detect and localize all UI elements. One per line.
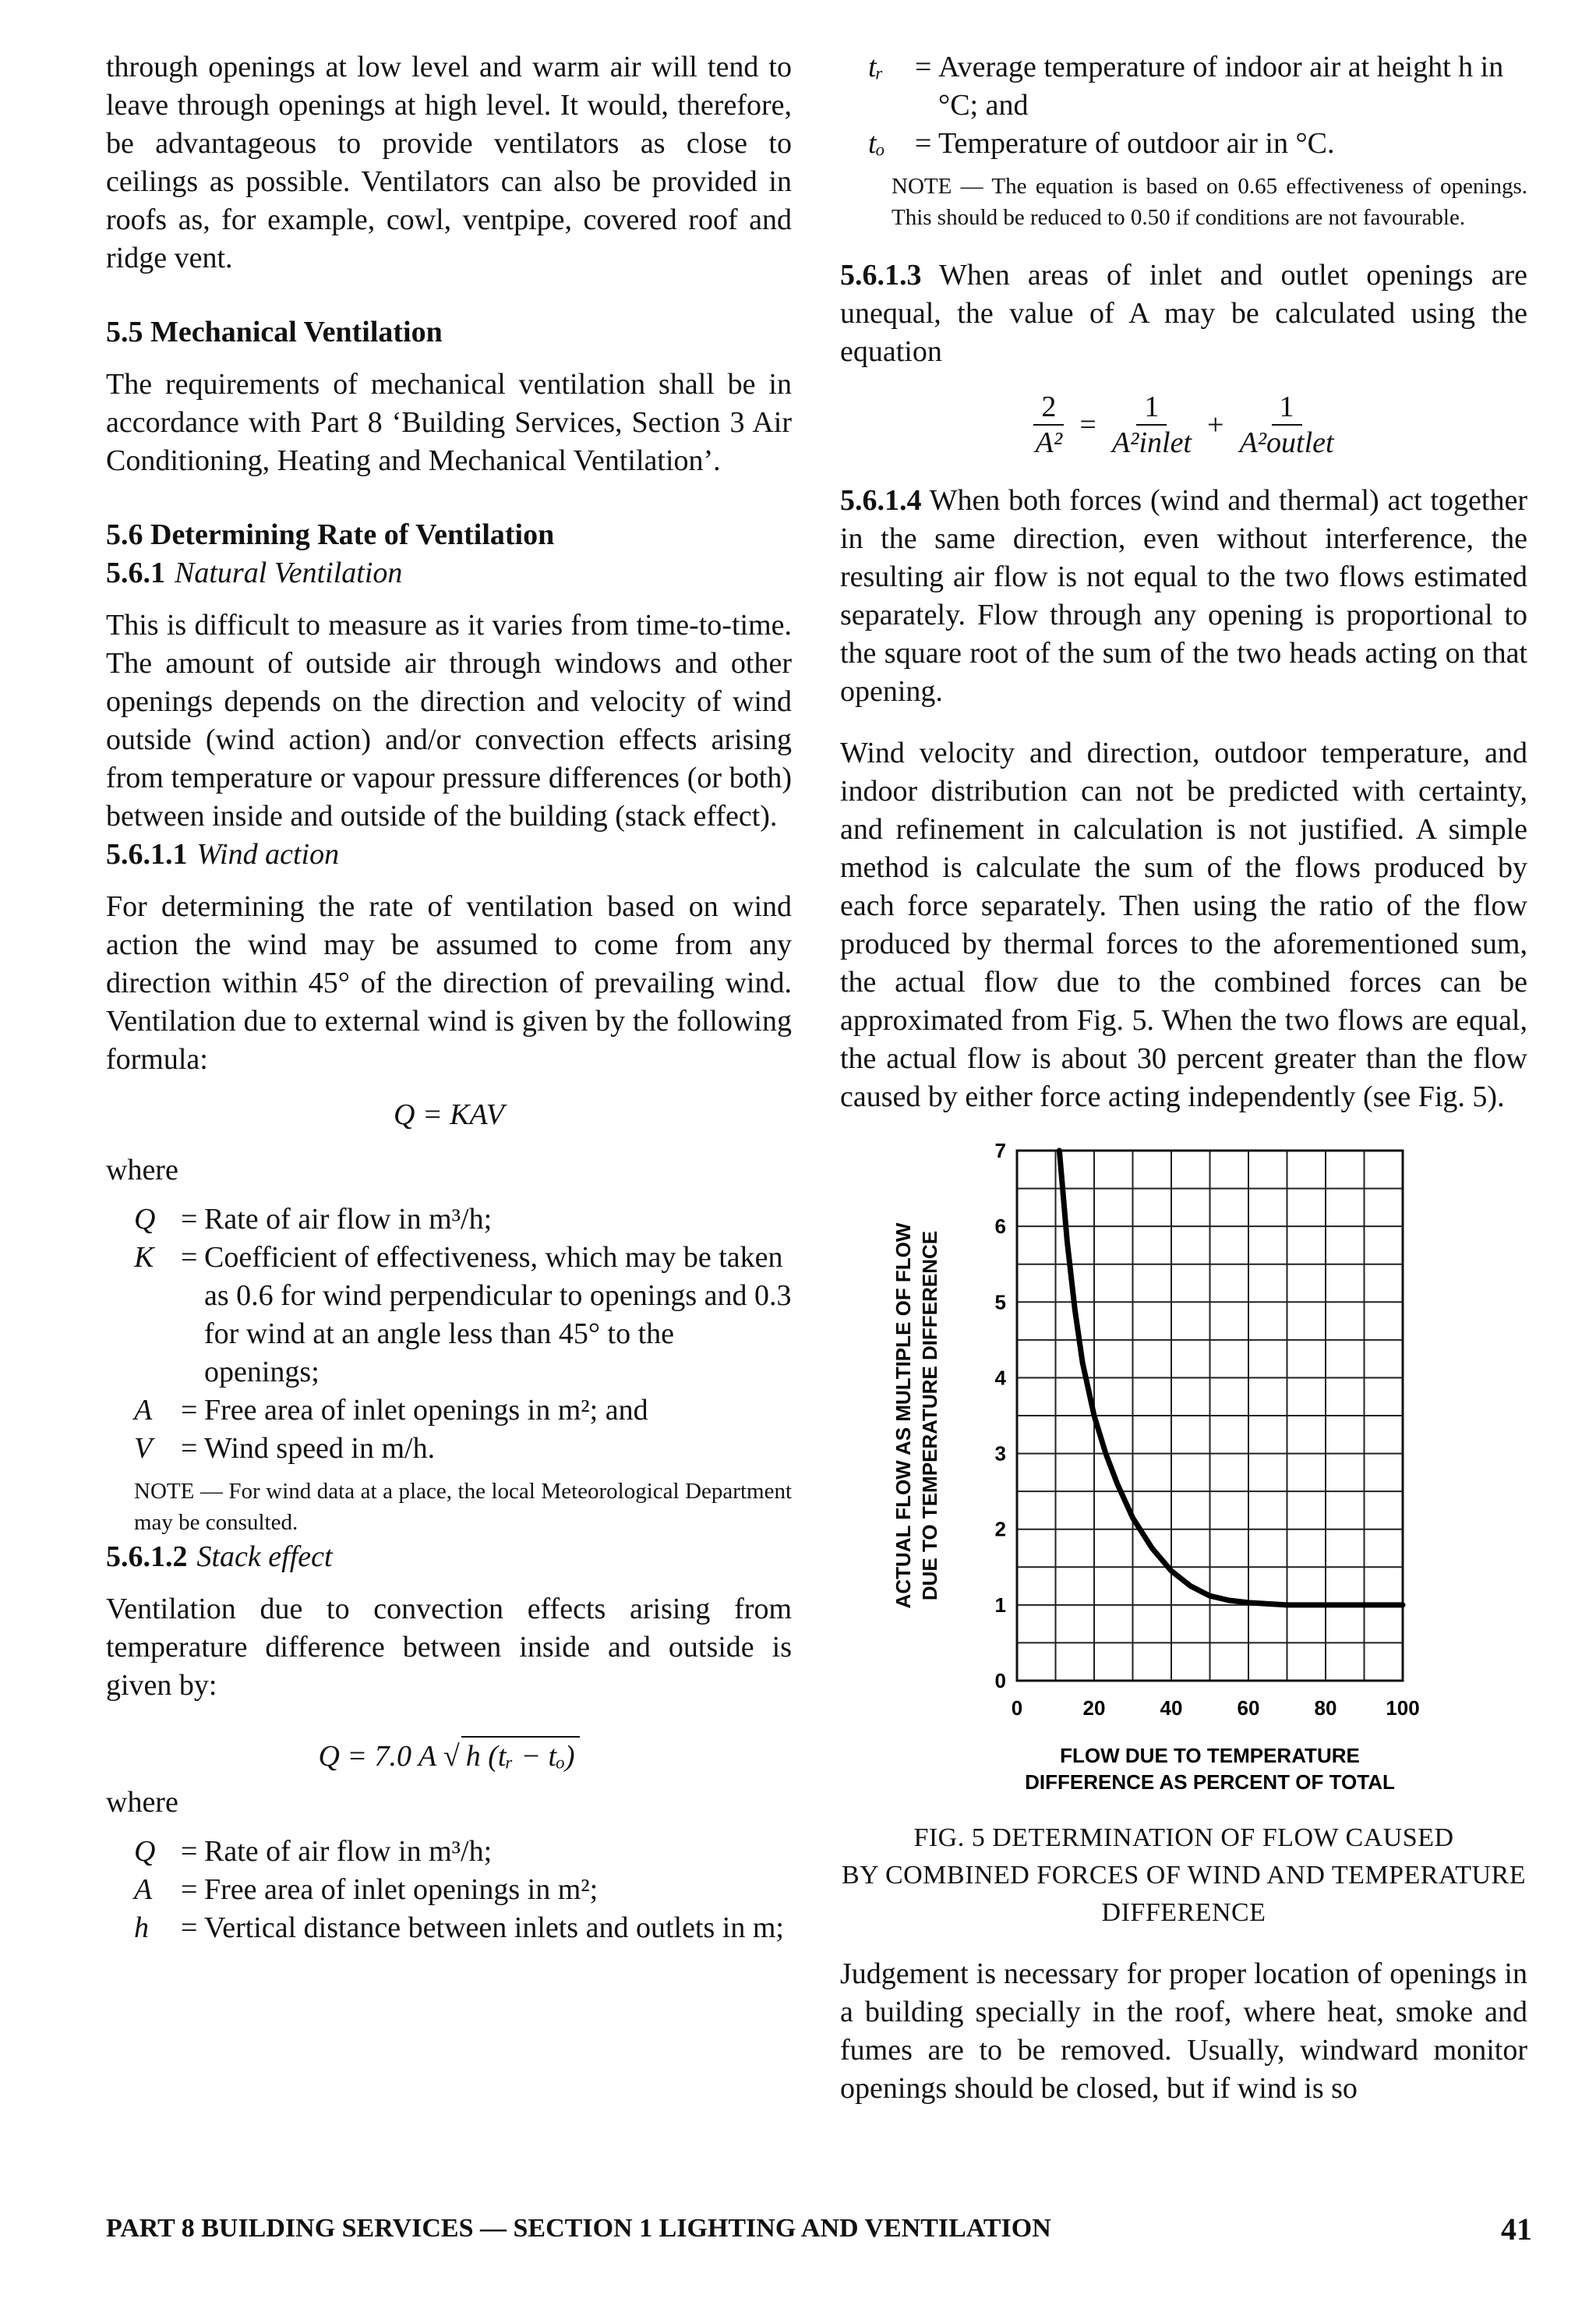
y-tick-label: 2 [994,1517,1006,1541]
where-label-1: where [106,1154,178,1186]
variable-row: tₒ = Temperature of outdoor air in °C. [868,127,1335,160]
note-equation-effectiveness: NOTE — The equation is based on 0.65 effectiveness of openings. This should be reduced to 0.50 if conditions are not favourable. [892,174,1527,230]
section-5-6-heading: 5.6 Determining Rate of Ventilation [106,518,555,551]
x-tick-label: 80 [1314,1696,1337,1720]
section-5-6-1-2-heading: 5.6.1.2 Stack effect [106,1540,333,1573]
left-column [106,48,792,1947]
section-5-6-1-1-heading: 5.6.1.1 Wind action [106,838,340,871]
section-5-6-1-1-text: For determining the rate of ventilation based on wind action the wind may be assumed to come from any direction within 45° of the direction of prevailing wind. Ventilation due to external wind is given by the following formula: [106,890,792,1076]
y-axis-label: DUE TO TEMPERATURE DIFFERENCE [918,1230,941,1601]
section-5-5-text: The requirements of mechanical ventilation shall be in accordance with Part 8 ‘Building Services, Section 3 Air Conditioning, Heating and Mechanical Ventilation’. [106,368,792,477]
right-column [840,48,1527,2108]
footer-text: PART 8 BUILDING SERVICES — SECTION 1 LIGHTING AND VENTILATION [106,2214,1051,2243]
variable-row: h = Vertical distance between inlets and outlets in m; [134,1911,784,1944]
wind-velocity-paragraph: Wind velocity and direction, outdoor temperature, and indoor distribution can not be predicted with certainty, and refinement in calculation is not justified. A simple method is calculate the sum of the flows produced by each force separately. Then using the ratio of the flow produced by thermal forces to the aforementioned sum, the actual flow due to the combined forces can be approximated from Fig. 5. When the two flows are equal, the actual flow is about 30 percent greater than the flow caused by either force acting independently (see Fig. 5). [840,737,1527,1113]
variable-row: A = Free area of inlet openings in m²; [134,1873,598,1906]
x-axis-label: DIFFERENCE AS PERCENT OF TOTAL [1025,1770,1395,1794]
where-label-2: where [106,1786,178,1819]
variable-row: tᵣ = Average temperature of indoor air at height h in °C; and [868,51,1504,122]
y-tick-label: 0 [994,1669,1006,1692]
y-tick-label: 7 [994,1139,1006,1162]
formula-stack: Q = 7.0 A √ h (tᵣ − tₒ) [106,1736,792,1776]
temperature-variables-list [840,48,1527,163]
section-5-6-1-text: This is difficult to measure as it varies from time-to-time. The amount of outside air through windows and other openings depends on the direction and velocity of wind outside (wind action) and/or convection effects arising from temperature or vapour pressure differences (or both) between inside and outside of the building (stack effect). [106,609,792,833]
page-footer [106,2212,1532,2247]
section-5-6-1-2-text: Ventilation due to convection effects arising from temperature difference between inside and outside is given by: [106,1593,792,1702]
formula-wind: Q = KAV [394,1098,504,1131]
x-tick-label: 60 [1237,1696,1260,1720]
intro-paragraph: through openings at low level and warm air will tend to leave through openings at high level. It would, therefore, be advantageous to provide ventilators as close to ceilings as possible. Ventilators can also be provided in roofs as, for example, cowl, ventpipe, covered roof and ridge vent. [106,51,792,274]
y-tick-label: 5 [994,1290,1006,1314]
x-tick-label: 100 [1386,1696,1420,1720]
page-number: 41 [1501,2212,1532,2247]
x-tick-label: 40 [1160,1696,1183,1720]
section-5-6-1-4-text: 5.6.1.4 When both forces (wind and thermal) act together in the same direction, even without interference, the resulting air flow is not equal to the two flows estimated separately. Flow through any opening is proportional to the square root of the sum of the two heads acting on that opening. [840,484,1527,708]
variable-row: Q = Rate of air flow in m³/h; [134,1203,493,1236]
wind-variables-list [106,1200,792,1468]
variable-row: A = Free area of inlet openings in m²; and [134,1394,648,1427]
x-axis-label: FLOW DUE TO TEMPERATURE [1060,1744,1360,1767]
y-tick-label: 6 [994,1215,1006,1239]
variable-row: V = Wind speed in m/h. [134,1432,436,1465]
unequal-area-equation: $\frac{2}{\text{A²}}$ = $\frac{1}{\text{A²inlet}}$ + $\frac{1}{\text{A²outlet}}$ [840,390,1527,460]
y-axis-label: ACTUAL FLOW AS MULTIPLE OF FLOW [892,1222,915,1609]
variable-row: K = Coefficient of effectiveness, which may be taken as 0.6 for wind perpendicular to openings and 0.3 for wind at an angle less than 45° to the openings; [134,1241,792,1388]
x-tick-label: 20 [1082,1696,1106,1720]
section-5-6-1-heading: 5.6.1 Natural Ventilation [106,557,403,589]
y-tick-label: 3 [994,1441,1006,1466]
y-tick-label: 1 [994,1593,1006,1617]
x-tick-label: 0 [1011,1696,1023,1720]
stack-variables-list [106,1833,792,1947]
note-wind-data: NOTE — For wind data at a place, the local Meteorological Department may be consulted. [134,1479,792,1535]
section-5-5-heading: 5.5 Mechanical Ventilation [106,316,443,348]
judgement-paragraph: Judgement is necessary for proper location of openings in a building specially in the roof, where heat, smoke and fumes are to be removed. Usually, windward monitor openings should be closed, but if wind is so [840,1957,1527,2105]
flow-chart [865,1135,1504,1805]
y-tick-label: 4 [994,1366,1006,1390]
variable-row: Q = Rate of air flow in m³/h; [134,1835,493,1868]
figure-caption: FIG. 5 DETERMINATION OF FLOW CAUSED BY COMBINED FORCES OF WIND AND TEMPERATURE DIFFERENCE [841,1823,1527,1927]
section-5-6-1-3-text: 5.6.1.3 When areas of inlet and outlet openings are unequal, the value of A may be calculated using the equation [840,259,1527,368]
